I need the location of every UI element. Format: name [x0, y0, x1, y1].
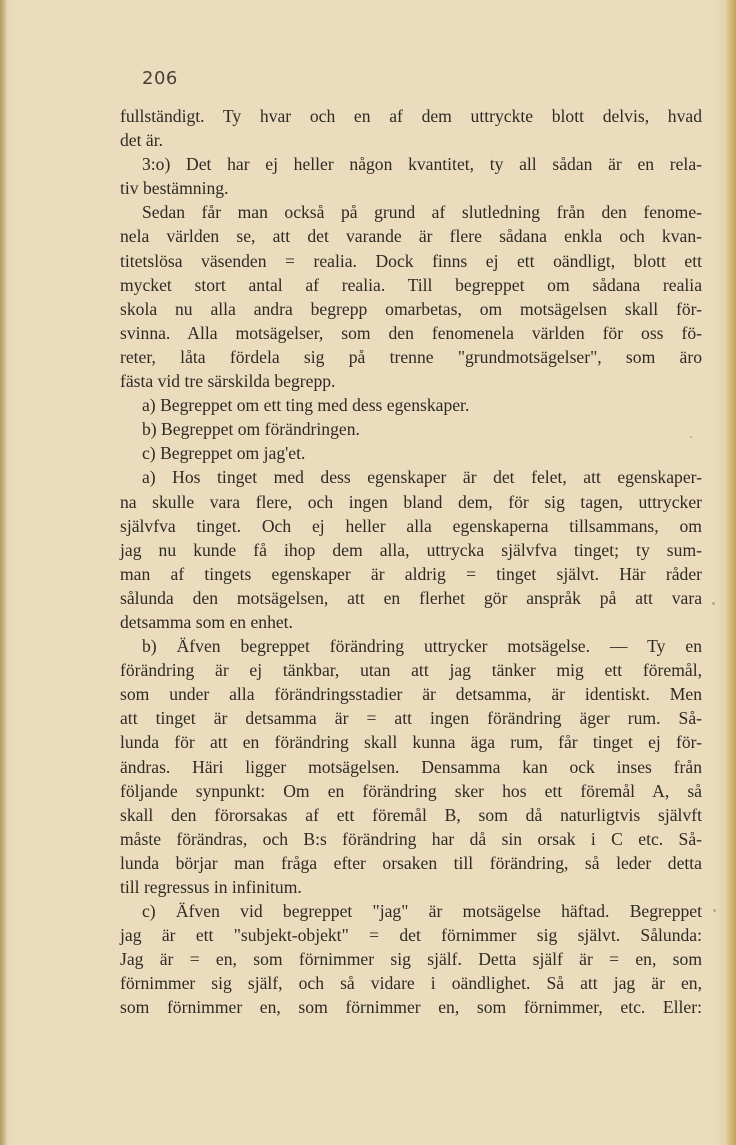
text-line: Jag är = en, som förnimmer sig själf. Detta själf är = en, som [120, 949, 702, 970]
text-line: skall den förorsakas af ett föremål B, som då naturligtvis självft [120, 804, 702, 825]
paper-speck [712, 602, 715, 605]
text-line: c) Begreppet om jag'et. [142, 443, 306, 464]
text-line: reter, låta fördela sig på trenne "grundmotsägelser", som äro [120, 346, 702, 367]
text-line: som under alla förändringsstadier är detsamma, är identiskt. Men [120, 684, 702, 705]
text-line: na skulle vara flere, och ingen bland dem, för sig tagen, uttrycker [120, 491, 702, 512]
text-line: förnimmer sig själf, och så vidare i oändlighet. Så att jag är en, [120, 973, 702, 994]
text-line: måste förändras, och B:s förändring har då sin orsak i C etc. Så- [120, 828, 702, 849]
text-line: fullständigt. Ty hvar och en af dem uttryckte blott delvis, hvad [120, 106, 702, 126]
text-line: till regressus in infinitum. [120, 877, 302, 897]
text-line: detsamma som en enhet. [120, 611, 293, 632]
text-line: 3:o) Det har ej heller någon kvantitet, ty all sådan är en rela- [142, 154, 702, 175]
text-line: b) Begreppet om förändringen. [142, 419, 360, 440]
text-line: Sedan får man också på grund af slutledning från den fenome- [142, 202, 702, 223]
paper-speck [713, 909, 716, 912]
text-line: lunda för att en förändring skall kunna äga rum, får tinget ej för- [120, 732, 702, 753]
text-line: förändring är ej tänkbar, utan att jag tänker mig ett föremål, [120, 660, 702, 681]
text-line: tiv bestämning. [120, 178, 229, 199]
paper-speck [690, 436, 692, 438]
text-line: mycket stort antal af realia. Till begreppet om sådana realia [120, 274, 702, 295]
text-line: svinna. Alla motsägelser, som den fenomenela världen för oss fö- [120, 322, 702, 343]
text-line: det är. [120, 130, 163, 151]
text-line: titetslösa väsenden = realia. Dock finns ej ett oändligt, blott ett [120, 250, 702, 271]
text-line: man af tingets egenskaper är aldrig = tinget självt. Här råder [120, 563, 702, 584]
text-line: a) Begreppet om ett ting med dess egenskaper. [142, 395, 470, 416]
text-line: nela världen se, att det varande är flere sådana enkla och kvan- [120, 226, 702, 247]
page-number: 206 [142, 68, 178, 89]
text-line: a) Hos tinget med dess egenskaper är det felet, att egenskaper- [142, 467, 702, 488]
text-line: att tinget är detsamma är = att ingen förändring äger rum. Så- [120, 708, 702, 729]
text-line: lunda börjar man fråga efter orsaken till förändring, så leder detta [120, 852, 702, 873]
text-line: självfva tinget. Och ej heller alla egenskaperna tillsammans, om [120, 515, 702, 536]
text-line: sålunda den motsägelsen, att en flerhet gör anspråk på att vara [120, 587, 702, 608]
text-line: jag nu kunde få ihop dem alla, uttrycka självfva tinget; ty sum- [120, 539, 702, 560]
text-line: skola nu alla andra begrepp omarbetas, om motsägelsen skall för- [120, 298, 702, 319]
text-line: c) Äfven vid begreppet "jag" är motsägelse häftad. Begreppet [142, 901, 702, 922]
text-line: jag är ett "subjekt-objekt" = det förnimmer sig självt. Sålunda: [120, 925, 702, 946]
body-text [120, 104, 702, 1020]
text-line: ändras. Häri ligger motsägelsen. Densamma kan ock inses från [120, 756, 702, 777]
text-line: fästa vid tre särskilda begrepp. [120, 371, 336, 392]
page-right-edge [726, 0, 736, 1145]
page-left-edge [0, 0, 6, 1145]
text-line: följande synpunkt: Om en förändring sker hos ett föremål A, så [120, 780, 702, 801]
text-line: som förnimmer en, som förnimmer en, som förnimmer, etc. Eller: [120, 997, 702, 1018]
text-line: b) Äfven begreppet förändring uttrycker motsägelse. — Ty en [142, 636, 702, 657]
